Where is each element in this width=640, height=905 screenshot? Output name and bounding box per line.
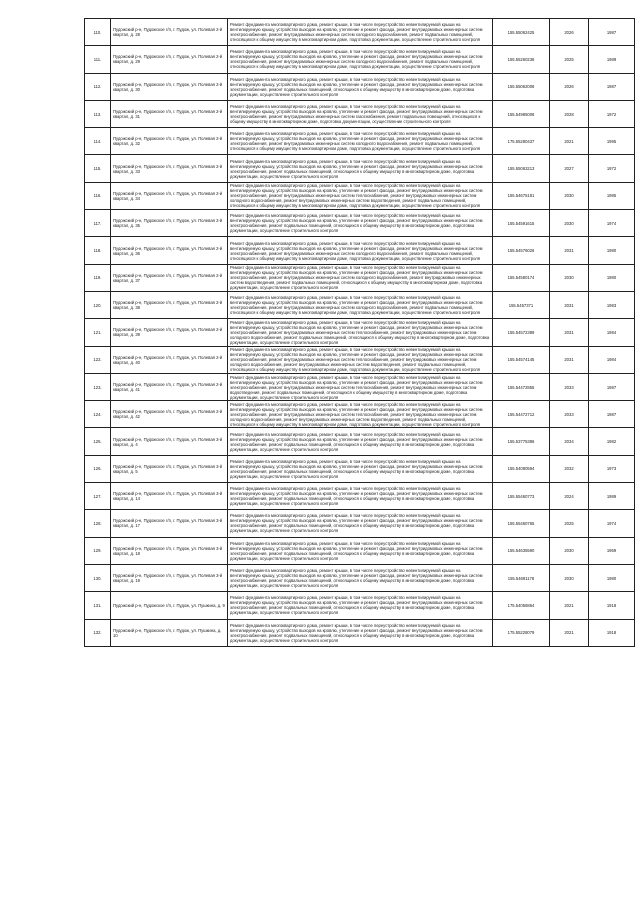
year-built-cell: 1974 — [589, 210, 635, 237]
works-cell: Ремонт фундамента многоквартирного дома, ремонт крыши, в том числе переустройство невентилируемой крыши на вентилируемую крышу, устройство выходов на кровлю, утепление и ремонт фасада, ремонт внутридомовых инженерных систем электроснабжения, ремонт внутридомовых инженерных систем холодного водоснабжения, ремонт подвальных помещений, относящихся к общему имуществу в многоквартирном доме, подготовка документации, осуществление строительного контроля — [228, 128, 493, 155]
year-built-cell: 1918 — [589, 619, 635, 646]
row-number: 128. — [85, 510, 111, 537]
address-cell: Пудожский р-н, Пудожское г/п, г. Пудож, ул. Полевая 3-й квартал, д. 18 — [111, 537, 228, 564]
table-row — [85, 264, 635, 291]
works-cell: Ремонт фундамента многоквартирного дома, ремонт крыши, в том числе переустройство невентилируемой крыши на вентилируемую крышу, устройство выходов на кровлю, утепление и ремонт фасада, ремонт внутридомовых инженерных систем электроснабжения, ремонт внутридомовых инженерных систем холодного водоснабжения, ремонт подвальных помещений, относящихся к общему имуществу в многоквартирном доме, подготовка документации, осуществление строительного контроля — [228, 46, 493, 73]
table-row — [85, 428, 635, 455]
table-row — [85, 46, 635, 73]
planned-year-cell: 2021 — [550, 619, 589, 646]
year-built-cell: 1984 — [589, 319, 635, 346]
row-number: 127. — [85, 483, 111, 510]
planned-year-cell: 2025 — [550, 46, 589, 73]
planned-year-cell: 2030 — [550, 564, 589, 591]
works-cell: Ремонт фундамента многоквартирного дома, ремонт крыши, в том числе переустройство невентилируемой крыши на вентилируемую крышу, устройство выходов на кровлю, утепление и ремонт фасада, ремонт внутридомовых инженерных систем электроснабжения, ремонт внутридомовых инженерных систем холодного водоснабжения, ремонт подвальных помещений, относящихся к общему имуществу в многоквартирном доме, подготовка документации, осуществление строительного контроля — [228, 19, 493, 46]
year-built-cell: 1987 — [589, 73, 635, 100]
year-built-cell: 1969 — [589, 537, 635, 564]
year-built-cell: 1982 — [589, 428, 635, 455]
table-row — [85, 291, 635, 318]
planned-year-cell: 2031 — [550, 319, 589, 346]
year-built-cell: 1987 — [589, 401, 635, 428]
planned-year-cell: 2030 — [550, 537, 589, 564]
cadastral-number-cell: 155.54580174 — [493, 264, 550, 291]
row-number: 113. — [85, 100, 111, 127]
address-cell: Пудожский р-н, Пудожское г/п, г. Пудож, ул. Полевая 2-й квартал, д. 32 — [111, 128, 228, 155]
works-cell: Ремонт фундамента многоквартирного дома, ремонт крыши, в том числе переустройство невентилируемой крыши на вентилируемую крышу, устройство выходов на кровлю, утепление и ремонт фасада, ремонт внутридомовых инженерных систем электроснабжения, ремонт подвальных помещений, относящихся к общему имуществу в многоквартирном доме, подготовка документации, осуществление строительного контроля — [228, 564, 493, 591]
address-cell: Пудожский р-н, Пудожское г/п, г. Пудож, ул. Полевая 2-й квартал, д. 30 — [111, 73, 228, 100]
cadastral-number-cell: 155.55460765 — [493, 510, 550, 537]
table-row — [85, 401, 635, 428]
address-cell: Пудожский р-н, Пудожское г/п, г. Пудож, ул. Полевая 2-й квартал, д. 34 — [111, 182, 228, 209]
row-number: 122. — [85, 346, 111, 373]
address-cell: Пудожский р-н, Пудожское г/п, г. Пудож, ул. Полевая 3-й квартал, д. 19 — [111, 564, 228, 591]
works-cell: Ремонт фундамента многоквартирного дома, ремонт крыши, в том числе переустройство невентилируемой крыши на вентилируемую крышу, устройство выходов на кровлю, утепление и ремонт фасада, ремонт внутридомовых инженерных систем электроснабжения, ремонт внутридомовых инженерных систем теплоснабжения, ремонт внутридомовых инженерных систем водоотведения, ремонт подвальных помещений, относящихся к общему имуществу в многоквартирном доме, подготовка документации, осуществление строительного контроля — [228, 373, 493, 400]
table-row — [85, 537, 635, 564]
planned-year-cell: 2021 — [550, 592, 589, 619]
planned-year-cell: 2033 — [550, 373, 589, 400]
table-row — [85, 619, 635, 646]
row-number: 116. — [85, 182, 111, 209]
planned-year-cell: 2031 — [550, 291, 589, 318]
cadastral-number-cell: 155.5457371 — [493, 291, 550, 318]
table-row — [85, 592, 635, 619]
table-row — [85, 128, 635, 155]
year-built-cell: 1995 — [589, 128, 635, 155]
planned-year-cell: 2033 — [550, 401, 589, 428]
cadastral-number-cell: 155.54691178 — [493, 564, 550, 591]
planned-year-cell: 2031 — [550, 346, 589, 373]
planned-year-cell: 2025 — [550, 510, 589, 537]
works-cell: Ремонт фундамента многоквартирного дома, ремонт крыши, в том числе переустройство невентилируемой крыши на вентилируемую крышу, устройство выходов на кровлю, утепление и ремонт фасада, ремонт внутридомовых инженерных систем электроснабжения, ремонт подвальных помещений, относящихся к общему имуществу в многоквартирном доме, подготовка документации, осуществление строительного контроля — [228, 73, 493, 100]
works-cell: Ремонт фундамента многоквартирного дома, ремонт крыши, в том числе переустройство невентилируемой крыши на вентилируемую крышу, устройство выходов на кровлю, утепление и ремонт фасада, ремонт внутридомовых инженерных систем электроснабжения, ремонт внутридомовых инженерных систем теплоснабжения, ремонт внутридомовых инженерных систем холодного водоснабжения, ремонт подвальных помещений, относящихся к общему имуществу в многоквартирном доме, подготовка документации, осуществление строительного контроля — [228, 319, 493, 346]
address-cell: Пудожский р-н, Пудожское г/п, г. Пудож, ул. Полевая 2-й квартал, д. 29 — [111, 46, 228, 73]
table-row — [85, 237, 635, 264]
row-number: 118. — [85, 237, 111, 264]
cadastral-number-cell: 155.55063213 — [493, 155, 550, 182]
address-cell: Пудожский р-н, Пудожское г/п, г. Пудож, ул. Полевая 3-й квартал, д. 17 — [111, 510, 228, 537]
cadastral-number-cell: 155.54572389 — [493, 319, 550, 346]
address-cell: Пудожский р-н, Пудожское г/п, г. Пудож, ул. Полевая 2-й квартал, д. 39 — [111, 319, 228, 346]
row-number: 132. — [85, 619, 111, 646]
year-built-cell: 1980 — [589, 237, 635, 264]
table-row — [85, 100, 635, 127]
address-cell: Пудожский р-н, Пудожское г/п, г. Пудож, ул. Полевая 2-й квартал, д. 40 — [111, 346, 228, 373]
row-number: 115. — [85, 155, 111, 182]
table-body — [85, 19, 635, 647]
works-cell: Ремонт фундамента многоквартирного дома, ремонт крыши, в том числе переустройство невентилируемой крыши на вентилируемую крышу, устройство выходов на кровлю, утепление и ремонт фасада, ремонт внутридомовых инженерных систем электроснабжения, ремонт подвальных помещений, относящихся к общему имуществу в многоквартирном доме, подготовка документации, осуществление строительного контроля — [228, 455, 493, 482]
planned-year-cell: 2030 — [550, 264, 589, 291]
row-number: 117. — [85, 210, 111, 237]
address-cell: Пудожский р-н, Пудожское г/п, г. Пудож, ул. Полевая 3-й квартал, д. 14 — [111, 483, 228, 510]
row-number: 130. — [85, 564, 111, 591]
works-cell: Ремонт фундамента многоквартирного дома, ремонт крыши, в том числе переустройство невентилируемой крыши на вентилируемую крышу, устройство выходов на кровлю, утепление и ремонт фасада, ремонт внутридомовых инженерных систем электроснабжения, ремонт внутридомовых инженерных систем холодного водоснабжения, ремонт внутридомовых инженерных систем водоотведения, ремонт подвальных помещений, относящихся к общему имуществу в многоквартирном доме, подготовка документации, осуществление строительного контроля — [228, 264, 493, 291]
address-cell: Пудожский р-н, Пудожское г/п, г. Пудож, ул. Пушкина, д. 9 — [111, 592, 228, 619]
works-cell: Ремонт фундамента многоквартирного дома, ремонт крыши, в том числе переустройство невентилируемой крыши на вентилируемую крышу, устройство выходов на кровлю, утепление и ремонт фасада, ремонт внутридомовых инженерных систем электроснабжения, ремонт подвальных помещений, относящихся к общему имуществу в многоквартирном доме, подготовка документации, осуществление строительного контроля — [228, 510, 493, 537]
row-number: 119. — [85, 264, 111, 291]
address-cell: Пудожский р-н, Пудожское г/п, г. Пудож, ул. Полевая 3-й квартал, д. 4 — [111, 428, 228, 455]
planned-year-cell: 2027 — [550, 155, 589, 182]
cadastral-number-cell: 155.54591615 — [493, 210, 550, 237]
year-built-cell: 1974 — [589, 510, 635, 537]
table-row — [85, 455, 635, 482]
address-cell: Пудожский р-н, Пудожское г/п, г. Пудож, ул. Полевая 2-й квартал, д. 31 — [111, 100, 228, 127]
row-number: 126. — [85, 455, 111, 482]
planned-year-cell: 2030 — [550, 210, 589, 237]
table-row — [85, 73, 635, 100]
address-cell: Пудожский р-н, Пудожское г/п, г. Пудож, ул. Полевая 2-й квартал, д. 38 — [111, 291, 228, 318]
works-cell: Ремонт фундамента многоквартирного дома, ремонт крыши, в том числе переустройство невентилируемой крыши на вентилируемую крышу, устройство выходов на кровлю, утепление и ремонт фасада, ремонт внутридомовых инженерных систем электроснабжения, ремонт подвальных помещений, относящихся к общему имуществу в многоквартирном доме, подготовка документации, осуществление строительного контроля — [228, 619, 493, 646]
address-cell: Пудожский р-н, Пудожское г/п, г. Пудож, ул. Пушкина, д. 10 — [111, 619, 228, 646]
works-cell: Ремонт фундамента многоквартирного дома, ремонт крыши, в том числе переустройство невентилируемой крыши на вентилируемую крышу, устройство выходов на кровлю, утепление и ремонт фасада, ремонт внутридомовых инженерных систем электроснабжения, ремонт внутридомовых инженерных систем теплоснабжения, ремонт внутридомовых инженерных систем холодного водоснабжения, ремонт внутридомовых инженерных систем водоотведения, ремонт подвальных помещений, относящихся к общему имуществу в многоквартирном доме, подготовка документации, осуществление строительного контроля — [228, 401, 493, 428]
row-number: 121. — [85, 319, 111, 346]
cadastral-number-cell: 155.55260236 — [493, 46, 550, 73]
year-built-cell: 1918 — [589, 592, 635, 619]
year-built-cell: 1972 — [589, 100, 635, 127]
cadastral-number-cell: 155.54472855 — [493, 373, 550, 400]
planned-year-cell: 2021 — [550, 128, 589, 155]
table-row — [85, 182, 635, 209]
table-row — [85, 210, 635, 237]
year-built-cell: 1984 — [589, 346, 635, 373]
works-cell: Ремонт фундамента многоквартирного дома, ремонт крыши, в том числе переустройство невентилируемой крыши на вентилируемую крышу, устройство выходов на кровлю, утепление и ремонт фасада, ремонт внутридомовых инженерных систем электроснабжения, ремонт подвальных помещений, относящихся к общему имуществу в многоквартирном доме, подготовка документации, осуществление строительного контроля — [228, 592, 493, 619]
planned-year-cell: 2028 — [550, 100, 589, 127]
works-cell: Ремонт фундамента многоквартирного дома, ремонт крыши, в том числе переустройство невентилируемой крыши на вентилируемую крышу, устройство выходов на кровлю, утепление и ремонт фасада, ремонт внутридомовых инженерных систем электроснабжения, ремонт подвальных помещений, относящихся к общему имуществу в многоквартирном доме, подготовка документации, осуществление строительного контроля — [228, 537, 493, 564]
row-number: 110. — [85, 19, 111, 46]
cadastral-number-cell: 155.54635590 — [493, 537, 550, 564]
year-built-cell: 1987 — [589, 19, 635, 46]
cadastral-number-cell: 155.54985008 — [493, 100, 550, 127]
address-cell: Пудожский р-н, Пудожское г/п, г. Пудож, ул. Полевая 2-й квартал, д. 28 — [111, 19, 228, 46]
row-number: 112. — [85, 73, 111, 100]
planned-year-cell: 2024 — [550, 483, 589, 510]
cadastral-number-cell: 155.55460773 — [493, 483, 550, 510]
cadastral-number-cell: 155.55062008 — [493, 73, 550, 100]
address-cell: Пудожский р-н, Пудожское г/п, г. Пудож, ул. Полевая 2-й квартал, д. 33 — [111, 155, 228, 182]
works-cell: Ремонт фундамента многоквартирного дома, ремонт крыши, в том числе переустройство невентилируемой крыши на вентилируемую крышу, устройство выходов на кровлю, утепление и ремонт фасада, ремонт внутридомовых инженерных систем электроснабжения, ремонт внутридомовых инженерных систем холодного водоснабжения, ремонт подвальных помещений, относящихся к общему имуществу в многоквартирном доме, подготовка документации, осуществление строительного контроля — [228, 237, 493, 264]
address-cell: Пудожский р-н, Пудожское г/п, г. Пудож, ул. Полевая 2-й квартал, д. 41 — [111, 373, 228, 400]
planned-year-cell: 2030 — [550, 182, 589, 209]
row-number: 125. — [85, 428, 111, 455]
planned-year-cell: 2031 — [550, 237, 589, 264]
year-built-cell: 1980 — [589, 264, 635, 291]
planned-year-cell: 2032 — [550, 455, 589, 482]
row-number: 111. — [85, 46, 111, 73]
table-row — [85, 155, 635, 182]
row-number: 124. — [85, 401, 111, 428]
year-built-cell: 1983 — [589, 291, 635, 318]
address-cell: Пудожский р-н, Пудожское г/п, г. Пудож, ул. Полевая 2-й квартал, д. 42 — [111, 401, 228, 428]
year-built-cell: 1985 — [589, 182, 635, 209]
table-row — [85, 19, 635, 46]
row-number: 131. — [85, 592, 111, 619]
table-row — [85, 346, 635, 373]
works-cell: Ремонт фундамента многоквартирного дома, ремонт крыши, в том числе переустройство невентилируемой крыши на вентилируемую крышу, устройство выходов на кровлю, утепление и ремонт фасада, ремонт внутридомовых инженерных систем электроснабжения, ремонт подвальных помещений, относящихся к общему имуществу в многоквартирном доме, подготовка документации, осуществление строительного контроля — [228, 210, 493, 237]
address-cell: Пудожский р-н, Пудожское г/п, г. Пудож, ул. Полевая 2-й квартал, д. 37 — [111, 264, 228, 291]
capital-repair-table — [84, 18, 635, 647]
table-row — [85, 319, 635, 346]
cadastral-number-cell: 155.54675181 — [493, 182, 550, 209]
year-built-cell: 1972 — [589, 155, 635, 182]
year-built-cell: 1980 — [589, 564, 635, 591]
planned-year-cell: 2026 — [550, 19, 589, 46]
works-cell: Ремонт фундамента многоквартирного дома, ремонт крыши, в том числе переустройство невентилируемой крыши на вентилируемую крышу, устройство выходов на кровлю, утепление и ремонт фасада, ремонт внутридомовых инженерных систем электроснабжения, ремонт подвальных помещений, относящихся к общему имуществу в многоквартирном доме, подготовка документации, осуществление строительного контроля — [228, 483, 493, 510]
cadastral-number-cell: 155.54080594 — [493, 455, 550, 482]
year-built-cell: 1989 — [589, 46, 635, 73]
cadastral-number-cell: 175.55228079 — [493, 619, 550, 646]
cadastral-number-cell: 155.53775386 — [493, 428, 550, 455]
table-row — [85, 483, 635, 510]
cadastral-number-cell: 155.54472712 — [493, 401, 550, 428]
row-number: 129. — [85, 537, 111, 564]
table-row — [85, 564, 635, 591]
cadastral-number-cell: 155.55062425 — [493, 19, 550, 46]
cadastral-number-cell: 155.54576026 — [493, 237, 550, 264]
cadastral-number-cell: 175.55280437 — [493, 128, 550, 155]
planned-year-cell: 2026 — [550, 73, 589, 100]
works-cell: Ремонт фундамента многоквартирного дома, ремонт крыши, в том числе переустройство невентилируемой крыши на вентилируемую крышу, устройство выходов на кровлю, утепление и ремонт фасада, ремонт внутридомовых инженерных систем электроснабжения, ремонт внутридомовых инженерных систем теплоснабжения, ремонт внутридомовых инженерных систем холодного водоснабжения, ремонт внутридомовых инженерных систем водоотведения, ремонт подвальных помещений, относящихся к общему имуществу в многоквартирном доме, подготовка документации, осуществление строительного контроля — [228, 346, 493, 373]
row-number: 123. — [85, 373, 111, 400]
works-cell: Ремонт фундамента многоквартирного дома, ремонт крыши, в том числе переустройство невентилируемой крыши на вентилируемую крышу, устройство выходов на кровлю, утепление и ремонт фасада, ремонт внутридомовых инженерных систем электроснабжения, ремонт внутридомовых инженерных систем газоснабжения, ремонт подвальных помещений, относящихся к общему имуществу в многоквартирном доме, подготовка документации, осуществление строительного контроля — [228, 100, 493, 127]
year-built-cell: 1987 — [589, 373, 635, 400]
address-cell: Пудожский р-н, Пудожское г/п, г. Пудож, ул. Полевая 3-й квартал, д. 5 — [111, 455, 228, 482]
table-row — [85, 510, 635, 537]
row-number: 120. — [85, 291, 111, 318]
address-cell: Пудожский р-н, Пудожское г/п, г. Пудож, ул. Полевая 2-й квартал, д. 36 — [111, 237, 228, 264]
address-cell: Пудожский р-н, Пудожское г/п, г. Пудож, ул. Полевая 2-й квартал, д. 35 — [111, 210, 228, 237]
cadastral-number-cell: 155.54574145 — [493, 346, 550, 373]
works-cell: Ремонт фундамента многоквартирного дома, ремонт крыши, в том числе переустройство невентилируемой крыши на вентилируемую крышу, устройство выходов на кровлю, утепление и ремонт фасада, ремонт внутридомовых инженерных систем электроснабжения, ремонт подвальных помещений, относящихся к общему имуществу в многоквартирном доме, подготовка документации, осуществление строительного контроля — [228, 428, 493, 455]
year-built-cell: 1989 — [589, 483, 635, 510]
planned-year-cell: 2034 — [550, 428, 589, 455]
works-cell: Ремонт фундамента многоквартирного дома, ремонт крыши, в том числе переустройство невентилируемой крыши на вентилируемую крышу, устройство выходов на кровлю, утепление и ремонт фасада, ремонт внутридомовых инженерных систем электроснабжения, ремонт внутридомовых инженерных систем теплоснабжения, ремонт внутридомовых инженерных систем холодного водоснабжения, ремонт внутридомовых инженерных систем водоотведения, ремонт подвальных помещений, относящихся к общему имуществу в многоквартирном доме, подготовка документации, осуществление строительного контроля — [228, 182, 493, 209]
row-number: 114. — [85, 128, 111, 155]
year-built-cell: 1973 — [589, 455, 635, 482]
cadastral-number-cell: 175.54056864 — [493, 592, 550, 619]
table-row — [85, 373, 635, 400]
works-cell: Ремонт фундамента многоквартирного дома, ремонт крыши, в том числе переустройство невентилируемой крыши на вентилируемую крышу, устройство выходов на кровлю, утепление и ремонт фасада, ремонт внутридомовых инженерных систем электроснабжения, ремонт подвальных помещений, относящихся к общему имуществу в многоквартирном доме, подготовка документации, осуществление строительного контроля — [228, 155, 493, 182]
works-cell: Ремонт фундамента многоквартирного дома, ремонт крыши, в том числе переустройство невентилируемой крыши на вентилируемую крышу, устройство выходов на кровлю, утепление и ремонт фасада, ремонт внутридомовых инженерных систем электроснабжения, ремонт внутридомовых инженерных систем холодного водоснабжения, ремонт подвальных помещений, относящихся к общему имуществу в многоквартирном доме, подготовка документации, осуществление строительного контроля — [228, 291, 493, 318]
